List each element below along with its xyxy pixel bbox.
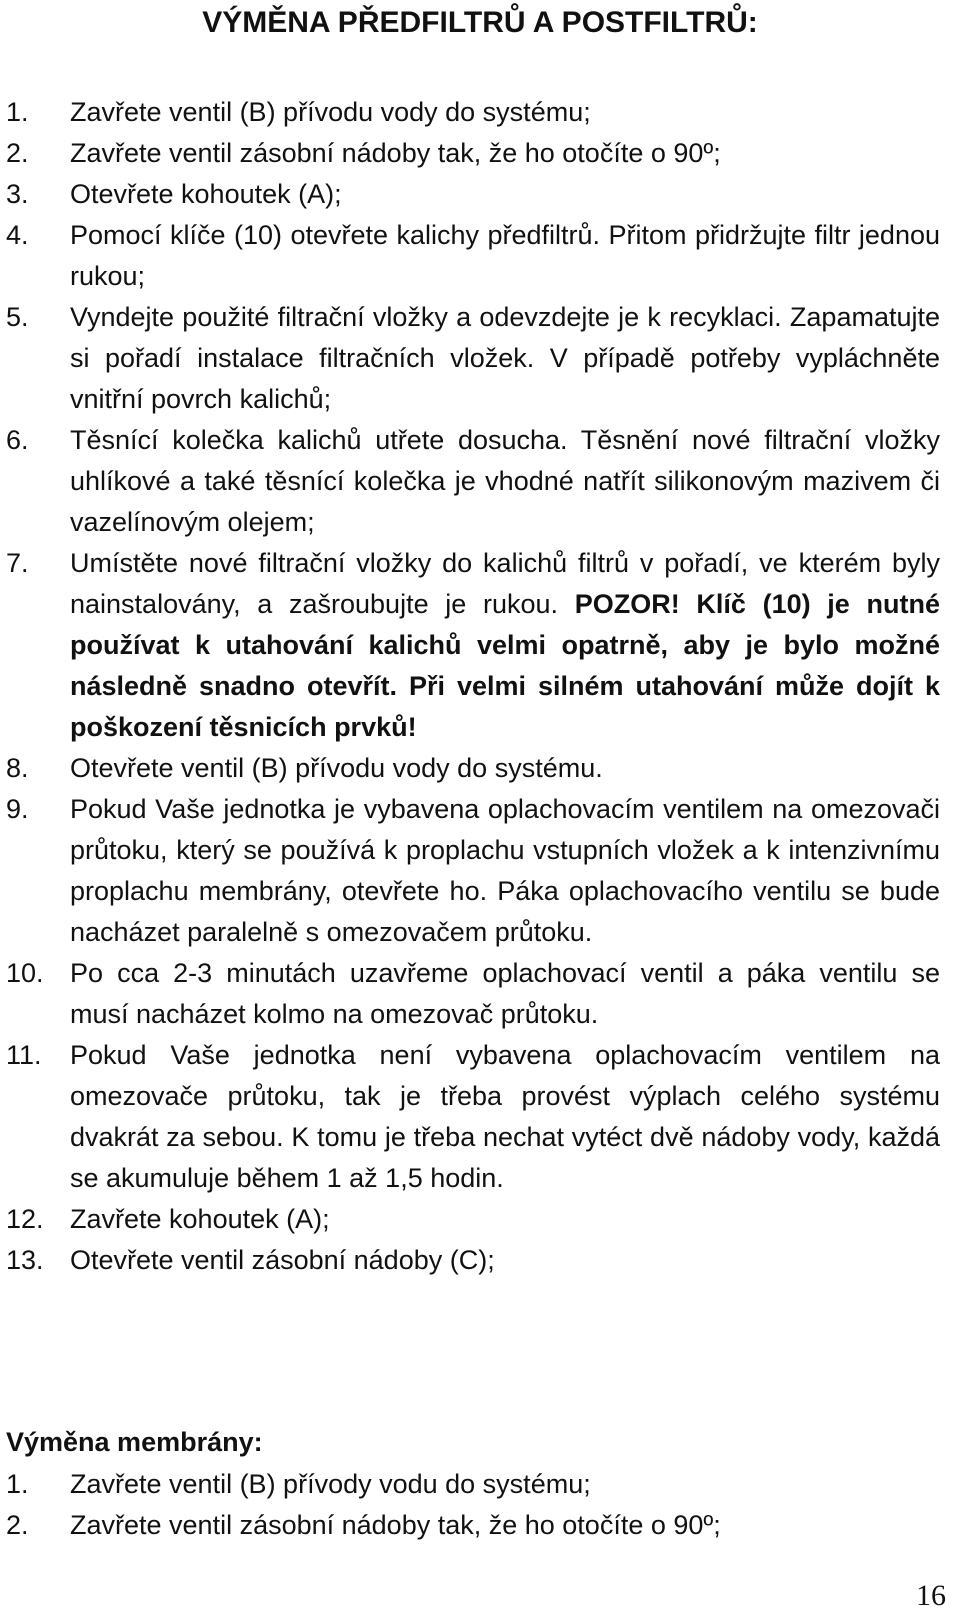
list-item <box>0 789 960 953</box>
list-item <box>0 1199 960 1240</box>
step-number: 7. <box>6 548 29 578</box>
step-text: Umístěte nové filtrační vložky do kalichů filtrů v pořadí, ve kterém byly nainstalovány, a zašroubujte je rukou. <box>70 548 940 619</box>
list-item <box>0 1035 960 1199</box>
step-text: Pokud Vaše jednotka je vybavena oplachovacím ventilem na omezovači průtoku, který se používá k proplachu vstupních vložek a k intenzivnímu proplachu membrány, otevřete ho. Páka oplachovacího ventilu se bude nacházet paralelně s omezovačem průtoku. <box>70 794 940 947</box>
step-number: 3. <box>6 179 29 209</box>
section-heading: Výměna membrány: <box>6 1427 263 1457</box>
step-number: 5. <box>6 302 29 332</box>
step-number: 4. <box>6 220 29 250</box>
filter-replacement-steps <box>0 92 960 1281</box>
step-number: 1. <box>6 1469 29 1499</box>
step-number: 11. <box>6 1040 42 1070</box>
step-text: Otevřete ventil zásobní nádoby (C); <box>70 1245 495 1275</box>
step-text: Pomocí klíče (10) otevřete kalichy předfiltrů. Přitom přidržujte filtr jednou rukou; <box>70 220 940 291</box>
list-item <box>0 1240 960 1281</box>
membrane-replacement-steps <box>0 1464 960 1546</box>
list-item <box>0 420 960 543</box>
list-item <box>0 174 960 215</box>
step-text: Po cca 2-3 minutách uzavřeme oplachovací ventil a páka ventilu se musí nacházet kolmo na omezovač průtoku. <box>70 958 940 1029</box>
step-number: 10. <box>6 958 44 988</box>
list-item <box>0 215 960 297</box>
step-number: 1. <box>6 97 29 127</box>
step-text: Těsnící kolečka kalichů utřete dosucha. Těsnění nové filtrační vložky uhlíkové a také těsnící kolečka je vhodné natřít silikonovým mazivem či vazelínovým olejem; <box>70 425 940 537</box>
step-number: 13. <box>6 1245 44 1275</box>
step-number: 9. <box>6 794 29 824</box>
step-text: Pokud Vaše jednotka není vybavena oplachovacím ventilem na omezovače průtoku, tak je třeba provést výplach celého systému dvakrát za sebou. K tomu je třeba nechat vytéct dvě nádoby vody, každá se akumuluje během 1 až 1,5 hodin. <box>70 1040 940 1193</box>
step-text: Zavřete ventil zásobní nádoby tak, že ho otočíte o 90º; <box>70 138 721 168</box>
page-number: 16 <box>916 1579 946 1612</box>
step-text: Zavřete ventil (B) přívodu vody do systému; <box>70 97 591 127</box>
list-item <box>0 133 960 174</box>
step-number: 12. <box>6 1204 44 1234</box>
step-number: 2. <box>6 138 29 168</box>
step-text: Zavřete ventil zásobní nádoby tak, že ho otočíte o 90º; <box>70 1510 721 1540</box>
list-item <box>0 748 960 789</box>
list-item <box>0 1464 960 1505</box>
warning-text: POZOR! Klíč (10) je nutné používat k utahování kalichů velmi opatrně, aby je bylo možné následně snadno otevřít. Při velmi silném utahování může dojít k poškození těsnicích prvků! <box>70 589 940 742</box>
list-item <box>0 953 960 1035</box>
list-item <box>0 92 960 133</box>
step-number: 8. <box>6 753 29 783</box>
step-text: Otevřete ventil (B) přívodu vody do systému. <box>70 753 603 783</box>
page-title: VÝMĚNA PŘEDFILTRŮ A POSTFILTRŮ: <box>202 6 758 39</box>
step-text: Zavřete kohoutek (A); <box>70 1204 330 1234</box>
step-text: Otevřete kohoutek (A); <box>70 179 342 209</box>
step-number: 6. <box>6 425 29 455</box>
list-item <box>0 297 960 420</box>
step-text: Vyndejte použité filtrační vložky a odevzdejte je k recyklaci. Zapamatujte si pořadí instalace filtračních vložek. V případě potřeby vypláchněte vnitřní povrch kalichů; <box>70 302 940 414</box>
step-text: Zavřete ventil (B) přívody vodu do systému; <box>70 1469 591 1499</box>
list-item <box>0 1505 960 1546</box>
list-item <box>0 543 960 748</box>
step-number: 2. <box>6 1510 29 1540</box>
